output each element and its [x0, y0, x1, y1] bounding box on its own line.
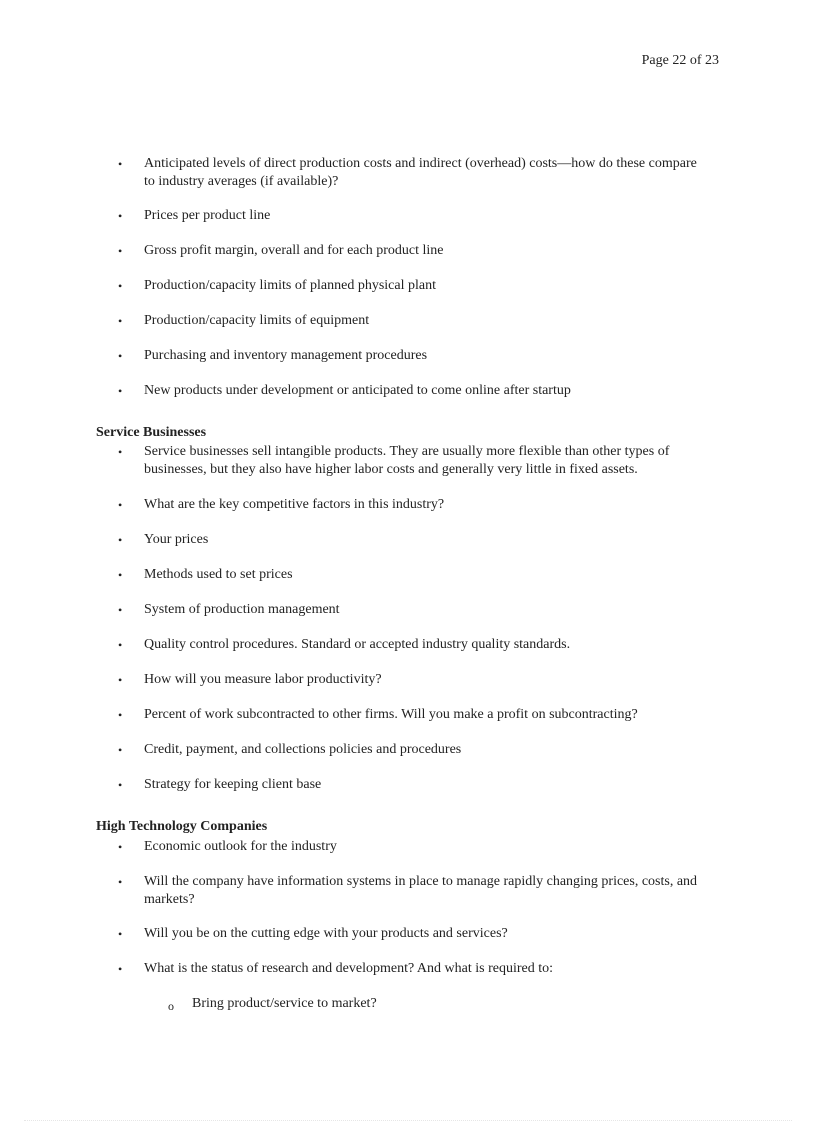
list-item-text: Quality control procedures. Standard or accepted industry quality standards.: [144, 637, 571, 652]
section-heading-hightech: High Technology Companies: [96, 819, 268, 834]
list-item: [118, 925, 704, 943]
bullet-icon: •: [118, 445, 123, 459]
list-item: [118, 312, 704, 330]
bullet-icon: •: [118, 533, 123, 547]
bullet-icon: •: [118, 743, 123, 757]
list-item-text: Prices per product line: [144, 208, 271, 223]
list-item: [118, 706, 704, 724]
page-number: Page 22 of 23: [641, 53, 719, 68]
bullet-icon: •: [118, 673, 123, 687]
bullet-icon: •: [118, 209, 123, 223]
list-item-text: Methods used to set prices: [144, 567, 293, 582]
list-item: [118, 347, 704, 365]
bullet-icon: •: [118, 384, 123, 398]
list-item: [118, 242, 704, 260]
list-item-text: How will you measure labor productivity?: [144, 672, 382, 687]
list-item: [118, 601, 704, 619]
list-item: [118, 531, 704, 549]
hollow-bullet-icon: o: [168, 999, 174, 1013]
list-item: [118, 496, 704, 514]
list-item: [118, 838, 704, 856]
bullet-icon: •: [118, 708, 123, 722]
list-item: [118, 873, 704, 909]
list-item: [118, 741, 704, 759]
list-item: [118, 671, 704, 689]
list-item-text: Will the company have information systems in place to manage rapidly changing prices, costs, and markets?: [144, 874, 698, 907]
bullet-icon: •: [118, 157, 123, 171]
bullet-icon: •: [118, 962, 123, 976]
list-item-text: New products under development or anticipated to come online after startup: [144, 383, 571, 398]
list-item: [118, 960, 704, 978]
list-item-text: Purchasing and inventory management procedures: [144, 348, 428, 363]
bullet-icon: •: [118, 279, 123, 293]
list-item-text: Service businesses sell intangible products. They are usually more flexible than other types of businesses, but they also have higher labor costs and generally very little in fixed assets.: [144, 444, 670, 477]
list-item-text: System of production management: [144, 602, 340, 617]
list-item: [118, 277, 704, 295]
list-item-text: Production/capacity limits of planned physical plant: [144, 278, 436, 293]
list-item-text: Credit, payment, and collections policies and procedures: [144, 742, 462, 757]
bullet-icon: •: [118, 927, 123, 941]
list-item: [118, 566, 704, 584]
list-item-text: Strategy for keeping client base: [144, 777, 322, 792]
list-item: [118, 776, 704, 794]
bullet-icon: •: [118, 603, 123, 617]
list-item-text: Percent of work subcontracted to other firms. Will you make a profit on subcontracting?: [144, 707, 638, 722]
bullet-icon: •: [118, 875, 123, 889]
list-item: [118, 443, 704, 479]
list-item-text: Your prices: [144, 532, 209, 547]
bullet-icon: •: [118, 840, 123, 854]
bullet-icon: •: [118, 498, 123, 512]
list-item: [118, 382, 704, 400]
sub-list-item: [168, 995, 692, 1013]
bullet-icon: •: [118, 314, 123, 328]
list-item: [118, 155, 704, 191]
sub-list-item-text: Bring product/service to market?: [192, 996, 377, 1011]
bullet-icon: •: [118, 568, 123, 582]
bullet-icon: •: [118, 244, 123, 258]
list-item: [118, 636, 704, 654]
page-bottom-rule: [24, 1120, 792, 1121]
section-heading-service: Service Businesses: [96, 425, 207, 440]
list-item-text: Gross profit margin, overall and for each product line: [144, 243, 444, 258]
bullet-icon: •: [118, 349, 123, 363]
list-item-text: What is the status of research and development? And what is required to:: [144, 961, 553, 976]
bullet-icon: •: [118, 638, 123, 652]
list-item: [118, 207, 704, 225]
list-item-text: What are the key competitive factors in this industry?: [144, 497, 445, 512]
list-item-text: Anticipated levels of direct production costs and indirect (overhead) costs—how do these compare to industry averages (if available)?: [144, 156, 697, 189]
list-item-text: Will you be on the cutting edge with your products and services?: [144, 926, 508, 941]
bullet-icon: •: [118, 778, 123, 792]
list-item-text: Economic outlook for the industry: [144, 839, 337, 854]
list-item-text: Production/capacity limits of equipment: [144, 313, 370, 328]
